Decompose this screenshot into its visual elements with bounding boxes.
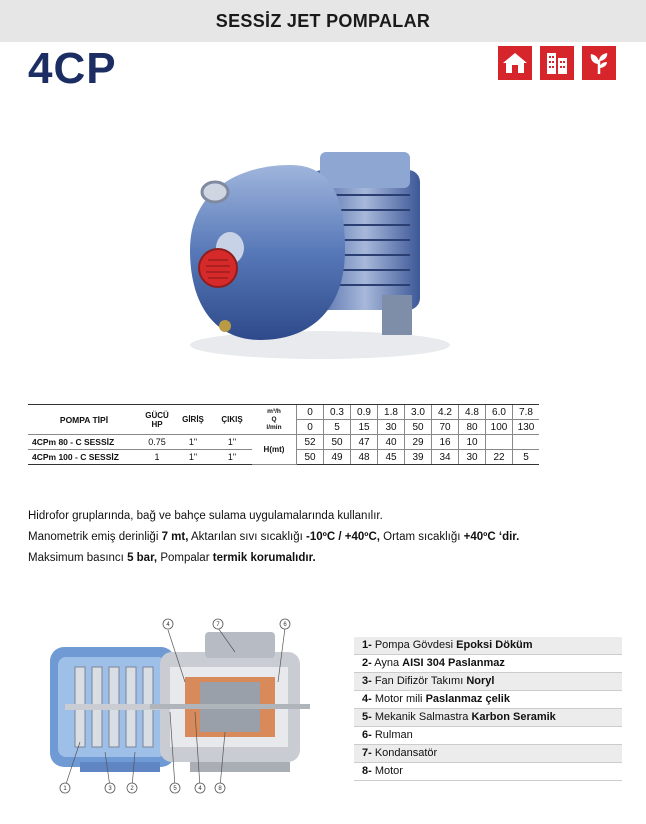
callout-label: 4 bbox=[198, 786, 202, 792]
q-m3h-cell: 1.8 bbox=[378, 405, 405, 420]
house-icon bbox=[498, 46, 532, 80]
description bbox=[28, 506, 519, 569]
col-q: m³/h Q l/min bbox=[252, 405, 297, 435]
callout-label: 4 bbox=[166, 622, 170, 628]
pump-inlet: 1" bbox=[174, 435, 212, 450]
q-lmin-cell: 50 bbox=[405, 420, 432, 435]
head-label: H(mt) bbox=[252, 435, 297, 465]
header-bar bbox=[0, 0, 646, 42]
callout-label: 5 bbox=[173, 786, 177, 792]
callout-label: 7 bbox=[216, 622, 220, 628]
callout-label: 8 bbox=[218, 786, 222, 792]
q-lmin-cell: 30 bbox=[378, 420, 405, 435]
parts-list bbox=[354, 637, 622, 781]
table-row bbox=[28, 435, 539, 450]
q-lmin-cell: 70 bbox=[432, 420, 459, 435]
h-cell: 29 bbox=[405, 435, 432, 450]
h-cell: 22 bbox=[486, 450, 513, 465]
application-icons bbox=[498, 46, 616, 80]
pump-hp: 1 bbox=[140, 450, 174, 465]
h-cell: 34 bbox=[432, 450, 459, 465]
h-cell: 52 bbox=[297, 435, 324, 450]
pump-outlet: 1" bbox=[212, 435, 252, 450]
callout-label: 1 bbox=[63, 786, 67, 792]
q-lmin-cell: 100 bbox=[486, 420, 513, 435]
pump-inlet: 1" bbox=[174, 450, 212, 465]
q-m3h-cell: 0 bbox=[297, 405, 324, 420]
callout-label: 6 bbox=[283, 622, 287, 628]
col-power: GÜCÜ HP bbox=[140, 405, 174, 435]
list-item: 8- Motor bbox=[354, 763, 622, 781]
q-m3h-cell: 3.0 bbox=[405, 405, 432, 420]
description-line: Maksimum basıncı 5 bar, Pompalar termik korumalıdır. bbox=[28, 552, 316, 564]
list-item: 4- Motor mili Paslanmaz çelik bbox=[354, 691, 622, 709]
performance-table bbox=[28, 404, 539, 465]
q-lmin-cell: 15 bbox=[351, 420, 378, 435]
list-item: 7- Kondansatör bbox=[354, 745, 622, 763]
col-inlet: GİRİŞ bbox=[174, 405, 212, 435]
h-cell: 30 bbox=[459, 450, 486, 465]
h-cell: 45 bbox=[378, 450, 405, 465]
list-item: 5- Mekanik Salmastra Karbon Seramik bbox=[354, 709, 622, 727]
model-name: 4CP bbox=[28, 44, 117, 93]
q-m3h-cell: 0.3 bbox=[324, 405, 351, 420]
pump-model: 4CPm 80 - C SESSİZ bbox=[28, 435, 140, 450]
q-m3h-cell: 4.8 bbox=[459, 405, 486, 420]
h-cell: 50 bbox=[324, 435, 351, 450]
callout-label: 3 bbox=[108, 786, 112, 792]
q-lmin-cell: 0 bbox=[297, 420, 324, 435]
h-cell: 49 bbox=[324, 450, 351, 465]
h-cell: 40 bbox=[378, 435, 405, 450]
description-line: Hidrofor gruplarında, bağ ve bahçe sulama uygulamalarında kullanılır. bbox=[28, 510, 383, 522]
h-cell: 39 bbox=[405, 450, 432, 465]
callout-label: 2 bbox=[130, 786, 134, 792]
h-cell: 48 bbox=[351, 450, 378, 465]
page-title: SESSİZ JET POMPALAR bbox=[215, 11, 431, 31]
q-m3h-cell: 4.2 bbox=[432, 405, 459, 420]
pump-image bbox=[170, 140, 470, 370]
q-lmin-cell: 80 bbox=[459, 420, 486, 435]
q-m3h-cell: 7.8 bbox=[513, 405, 540, 420]
garden-icon bbox=[582, 46, 616, 80]
q-lmin-cell: 5 bbox=[324, 420, 351, 435]
h-cell: 47 bbox=[351, 435, 378, 450]
h-cell bbox=[486, 435, 513, 450]
h-cell: 50 bbox=[297, 450, 324, 465]
list-item: 3- Fan Difizör Takımı Noryl bbox=[354, 673, 622, 691]
h-cell: 10 bbox=[459, 435, 486, 450]
list-item: 2- Ayna AISI 304 Paslanmaz bbox=[354, 655, 622, 673]
pump-hp: 0.75 bbox=[140, 435, 174, 450]
h-cell: 5 bbox=[513, 450, 540, 465]
pump-model: 4CPm 100 - C SESSİZ bbox=[28, 450, 140, 465]
building-icon bbox=[540, 46, 574, 80]
col-type: POMPA TİPİ bbox=[28, 405, 140, 435]
q-m3h-cell: 0.9 bbox=[351, 405, 378, 420]
h-cell bbox=[513, 435, 540, 450]
h-cell: 16 bbox=[432, 435, 459, 450]
cutaway-diagram bbox=[40, 612, 320, 802]
col-outlet: ÇIKIŞ bbox=[212, 405, 252, 435]
q-m3h-cell: 6.0 bbox=[486, 405, 513, 420]
list-item: 1- Pompa Gövdesi Epoksi Döküm bbox=[354, 637, 622, 655]
list-item: 6- Rulman bbox=[354, 727, 622, 745]
description-line: Manometrik emiş derinliği 7 mt, Aktarılan sıvı sıcaklığı -10ºC / +40ºC, Ortam sıcaklığı +40ºC ‘dir. bbox=[28, 531, 520, 543]
q-lmin-cell: 130 bbox=[513, 420, 540, 435]
pump-outlet: 1" bbox=[212, 450, 252, 465]
